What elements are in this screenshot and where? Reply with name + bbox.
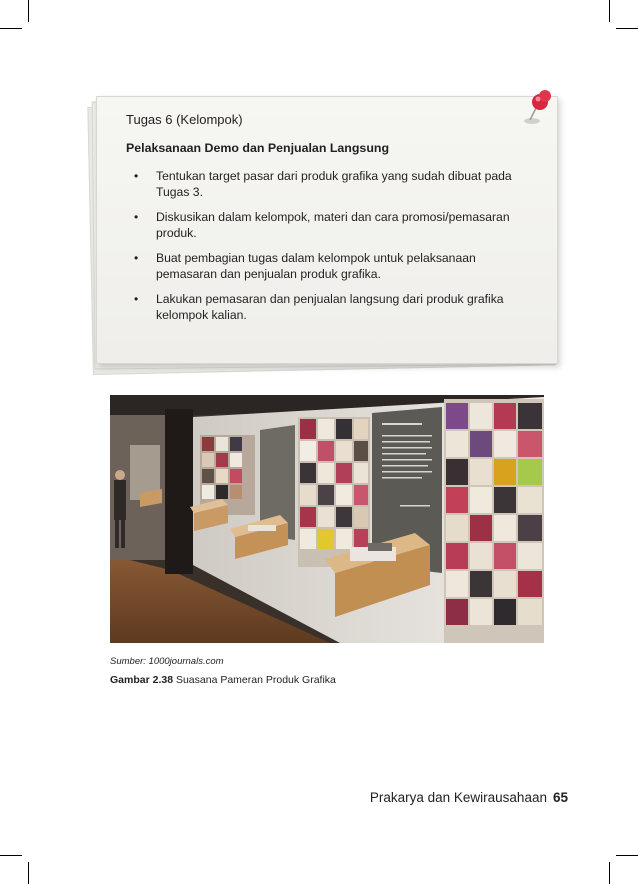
figure-caption-text: Suasana Pameran Produk Grafika — [173, 674, 336, 686]
task-title: Tugas 6 (Kelompok) — [126, 112, 243, 127]
crop-mark — [28, 0, 29, 22]
crop-mark — [0, 855, 22, 856]
crop-mark — [609, 862, 610, 884]
bullet: • — [134, 169, 139, 183]
list-item — [126, 250, 526, 282]
exhibition-photo — [110, 395, 544, 643]
figure-source: Sumber: 1000journals.com — [110, 656, 224, 667]
task-subtitle: Pelaksanaan Demo dan Penjualan Langsung — [126, 141, 390, 155]
crop-mark — [609, 0, 610, 22]
crop-mark — [616, 28, 638, 29]
crop-mark — [28, 862, 29, 884]
task-list — [126, 168, 526, 323]
figure-label: Gambar 2.38 — [110, 674, 174, 686]
crop-mark — [0, 28, 22, 29]
list-item — [126, 209, 526, 241]
book-title: Prakarya dan Kewirausahaan — [369, 790, 547, 805]
page-number: 65 — [552, 790, 568, 805]
bullet: • — [134, 210, 139, 224]
bullet: • — [134, 251, 139, 265]
figure-caption — [110, 674, 336, 686]
list-item — [126, 291, 526, 323]
list-item-text: Diskusikan dalam kelompok, materi dan cara promosi/pemasaran produk. — [156, 210, 510, 240]
list-item-text: Tentukan target pasar dari produk grafika yang sudah dibuat pada Tugas 3. — [156, 169, 512, 199]
crop-mark — [616, 855, 638, 856]
list-item — [126, 168, 526, 200]
list-item-text: Buat pembagian tugas dalam kelompok untuk pelaksanaan pemasaran dan penjualan produk grafika. — [156, 251, 476, 281]
list-item-text: Lakukan pemasaran dan penjualan langsung dari produk grafika kelompok kalian. — [156, 292, 504, 322]
page-footer — [370, 790, 568, 805]
bullet: • — [134, 292, 139, 306]
task-content — [126, 112, 526, 332]
